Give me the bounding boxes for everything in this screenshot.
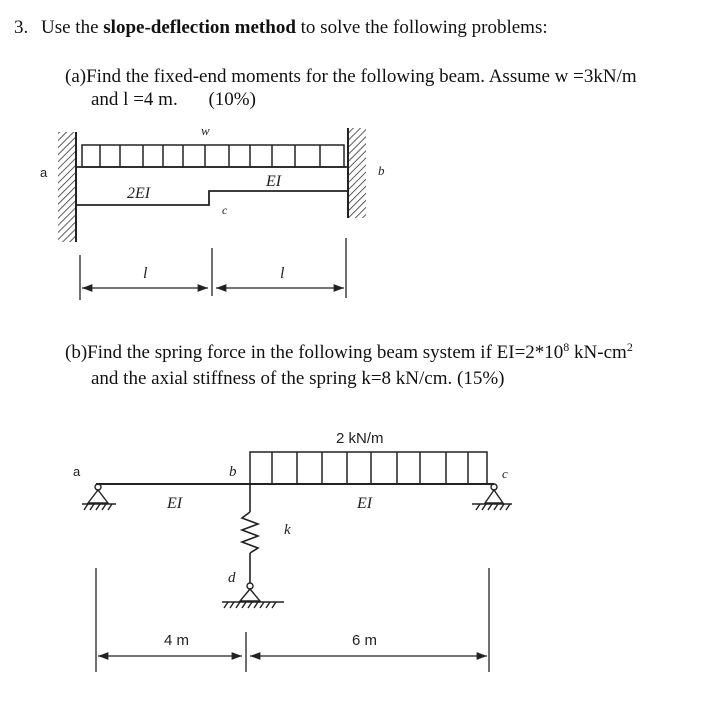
spring-k [242, 484, 258, 583]
label-c: c [222, 203, 228, 217]
fixed-support-a [58, 132, 76, 242]
span-label-left-b: 4 m [164, 632, 190, 649]
label-EI-right-b: EI [357, 495, 373, 512]
label-node-d: d [228, 570, 236, 586]
problem-heading [14, 17, 548, 39]
intro-post: to solve the following problems: [295, 17, 548, 38]
label-node-c: c [502, 466, 508, 481]
part-a-line2 [91, 89, 256, 111]
part-a-text2: and l =4 m. [91, 89, 178, 110]
label-2EI: 2EI [127, 185, 151, 202]
label-node-b: b [229, 464, 237, 480]
intro-pre: Use the [41, 17, 104, 38]
label-EI: EI [266, 173, 282, 190]
pin-support-d [222, 583, 284, 608]
label-w: w [201, 123, 210, 138]
part-a-label: (a) [65, 66, 87, 87]
part-a-text1: Find the fixed-end moments for the following beam. Assume w =3kN/m [86, 66, 637, 87]
distributed-load-2kn [250, 452, 487, 484]
pin-support-a [82, 484, 116, 510]
distributed-load-w [82, 145, 344, 167]
part-b-text1b: kN-cm [569, 342, 627, 363]
label-spring-k: k [284, 522, 291, 538]
span-label-left-a: l [143, 265, 148, 282]
dimension-lines-b [96, 568, 489, 672]
part-a-line1 [65, 66, 637, 88]
span-label-right-a: l [280, 265, 285, 282]
load-label-b: 2 kN/m [336, 430, 384, 447]
label-a: a [40, 165, 48, 180]
part-b-label: (b) [65, 342, 88, 363]
problem-number: 3. [14, 17, 29, 38]
part-b-text2: and the axial stiffness of the spring k=8 kN/cm. (15%) [91, 368, 505, 389]
part-b-line2 [91, 368, 505, 390]
part-b-line1 [65, 342, 633, 364]
label-b: b [378, 163, 385, 178]
label-EI-left-b: EI [167, 495, 183, 512]
label-node-a: a [73, 464, 81, 479]
span-label-right-b: 6 m [352, 632, 378, 649]
part-b-exp1: 8 [563, 340, 570, 354]
method-name: slope-deflection method [103, 17, 296, 38]
dimension-lines-a [80, 238, 346, 300]
fixed-support-b [348, 128, 366, 218]
part-b-exp2: 2 [626, 340, 633, 354]
pin-support-c [472, 484, 512, 510]
part-b-text1: Find the spring force in the following beam system if EI=2*10 [87, 342, 564, 363]
part-a-weight: (10%) [208, 89, 256, 110]
beam-a [76, 167, 348, 205]
